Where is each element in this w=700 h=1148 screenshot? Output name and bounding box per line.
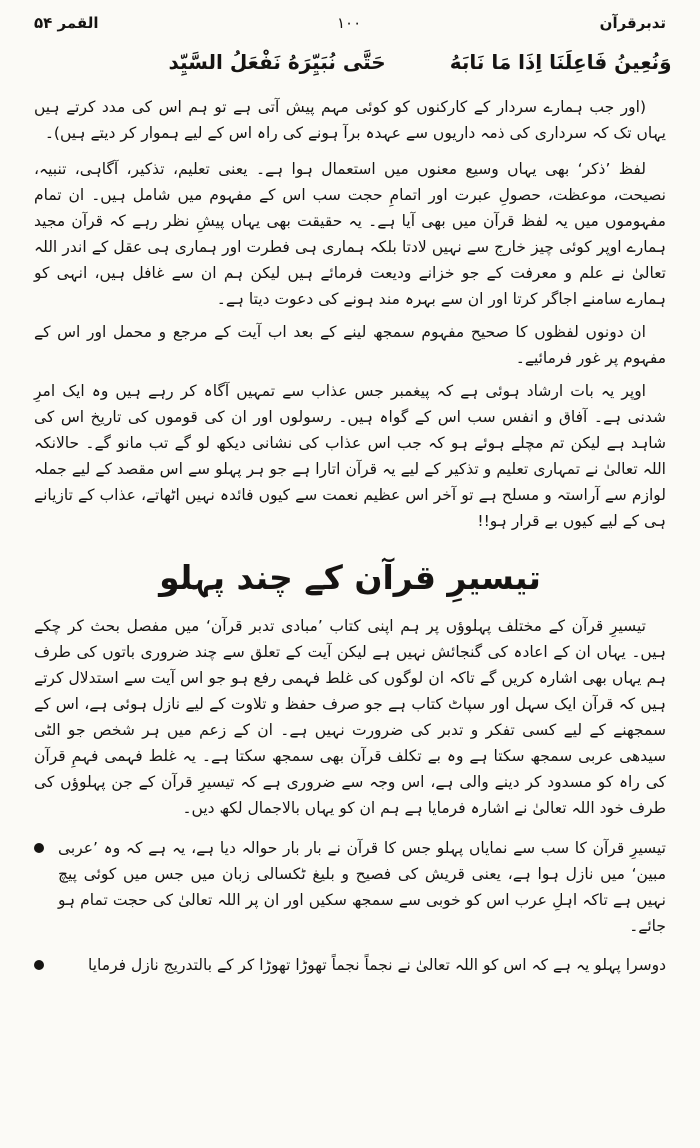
running-header: [34, 14, 666, 32]
bullet-list: [34, 835, 666, 978]
bullet-dot-icon: [34, 843, 44, 853]
body-paragraph: اوپر یہ بات ارشاد ہوئی ہے کہ پیغمبر جس عذاب سے تمہیں آگاہ کر رہے ہیں وہ ایک امرِ شدنی ہے۔ آفاق و انفس سب اس کے گواہ ہیں۔ رسولوں اور ان کی قوموں کی تاریخ اس کی شاہد ہے لیکن تم مچلے ہوئے ہو کہ جب اس عذاب کی نشانی دیکھ لو گے تب مانو گے۔ حالانکہ اللہ تعالیٰ نے تمہاری تعلیم و تذکیر کے لیے یہ قرآن اتارا ہے جو ہر پہلو سے اس مقصد کے لیے جملہ لوازم سے آراستہ و مسلح ہے تو آخر اس عظیم نعمت سے کیوں فائدہ نہیں اٹھاتے، عذاب کے تازیانے ہی کے لیے کیوں بے قرار ہو!!: [34, 382, 666, 530]
arabic-verse: [104, 50, 700, 74]
book-page: [34, 14, 672, 1138]
verse-second-hemistich: حَتَّى نُبَيِّرَهُ نَفْعَلُ السَّيِّد: [168, 50, 386, 74]
section-heading: تیسیرِ قرآن کے چند پہلو: [159, 558, 541, 597]
verse-first-hemistich: وَنُعِينُ فَاعِلَنَا اِذَا مَا نَابَهُ: [449, 50, 672, 74]
list-item: [34, 835, 666, 939]
surah-reference: القمر ۵۴: [34, 14, 99, 32]
bullet-text: تیسیرِ قرآن کا سب سے نمایاں پہلو جس کا قرآن نے بار بار حوالہ دیا ہے، یہ ہے کہ وہ ’عربی مبین‘ میں نازل ہوا ہے، یعنی قریش کی فصیح و بلیغ ٹکسالی زبان میں جس میں کوئی پیچ نہیں ہے تاکہ اہلِ عرب اس کو خوبی سے سمجھ سکیں اور ان پر اللہ تعالیٰ کی حجت تمام ہو جائے۔: [58, 839, 666, 935]
verse-translation-paragraph: (اور جب ہمارے سردار کے کارکنوں کو کوئی مہم پیش آتی ہے تو ہم اس کی مدد کرتے ہیں یہاں تک کہ سرداری کی ذمہ داریوں سے عہدہ برآ ہونے کی راہ اس کے لیے ہموار کر دیتے ہیں)۔: [34, 98, 666, 142]
book-title: تدبرقرآن: [599, 14, 666, 32]
section-intro-paragraph: تیسیرِ قرآن کے مختلف پہلوؤں پر ہم اپنی کتاب ’مبادی تدبر قرآن‘ میں مفصل بحث کر چکے ہیں۔ یہاں ان کے اعادہ کی گنجائش نہیں ہے لیکن آیت کے تعلق سے چند ضروری باتوں کی طرف ہم یہاں بھی اشارہ کریں گے تاکہ ان لوگوں کی غلط فہمی رفع ہو جو اس آیت سے استدلال کرتے ہیں کہ قرآن ایک سہل اور سپاٹ کتاب ہے جو صرف حفظ و تلاوت کے لیے نازل ہوئی ہے، اس کے سمجھنے کے لیے کسی تفکر و تدبر کی ضرورت نہیں ہے۔ ان کے زعم میں ہر شخص جو الٹی سیدھی عربی سمجھ سکتا ہے وہ بے تکلف قرآن بھی سمجھ سکتا ہے۔ یہ غلط فہمی فہمِ قرآن کی راہ کو مسدود کر دینے والی ہے، اس وجہ سے ضروری ہے کہ تیسیرِ قرآن کے جن پہلوؤں کی طرف خود اللہ تعالیٰ نے اشارہ فرمایا ہے ہم ان کو یہاں بالاجمال لکھ دیں۔: [34, 617, 666, 817]
body-paragraph: ان دونوں لفظوں کا صحیح مفہوم سمجھ لینے کے بعد اب آیت کے مرجع و محمل اور اس کے مفہوم پر غور فرمائیے۔: [34, 323, 666, 367]
bullet-text: دوسرا پہلو یہ ہے کہ اس کو اللہ تعالیٰ نے نجماً نجماً تھوڑا تھوڑا کر کے بالتدریج نازل فرمایا: [88, 956, 666, 974]
body-paragraph: لفظ ’ذکر‘ بھی یہاں وسیع معنوں میں استعمال ہوا ہے۔ یعنی تعلیم، تذکیر، آگاہی، تنبیہ، نصیحت، موعظت، حصولِ عبرت اور اتمامِ حجت سب اس کے مفہوم میں شامل ہیں۔ ان تمام مفہوموں میں یہ لفظ قرآن میں بھی آیا ہے۔ یہ حقیقت بھی یہاں پیشِ نظر رہے کہ قرآن مجید ہمارے اوپر کوئی چیز خارج سے نہیں لادتا بلکہ ہماری ہی فطرت اور ہماری ہی عقل کے اندر اللہ تعالیٰ نے علم و معرفت کے جو خزانے ودیعت فرمائے ہیں لیکن ہم ان سے غافل ہیں، انہی کو ہمارے سامنے اجاگر کرتا اور ان سے بہرہ مند ہونے کی دعوت دیتا ہے۔: [34, 160, 666, 308]
page-number: ۱۰۰: [336, 14, 362, 32]
list-item: [34, 952, 666, 978]
bullet-dot-icon: [34, 960, 44, 970]
